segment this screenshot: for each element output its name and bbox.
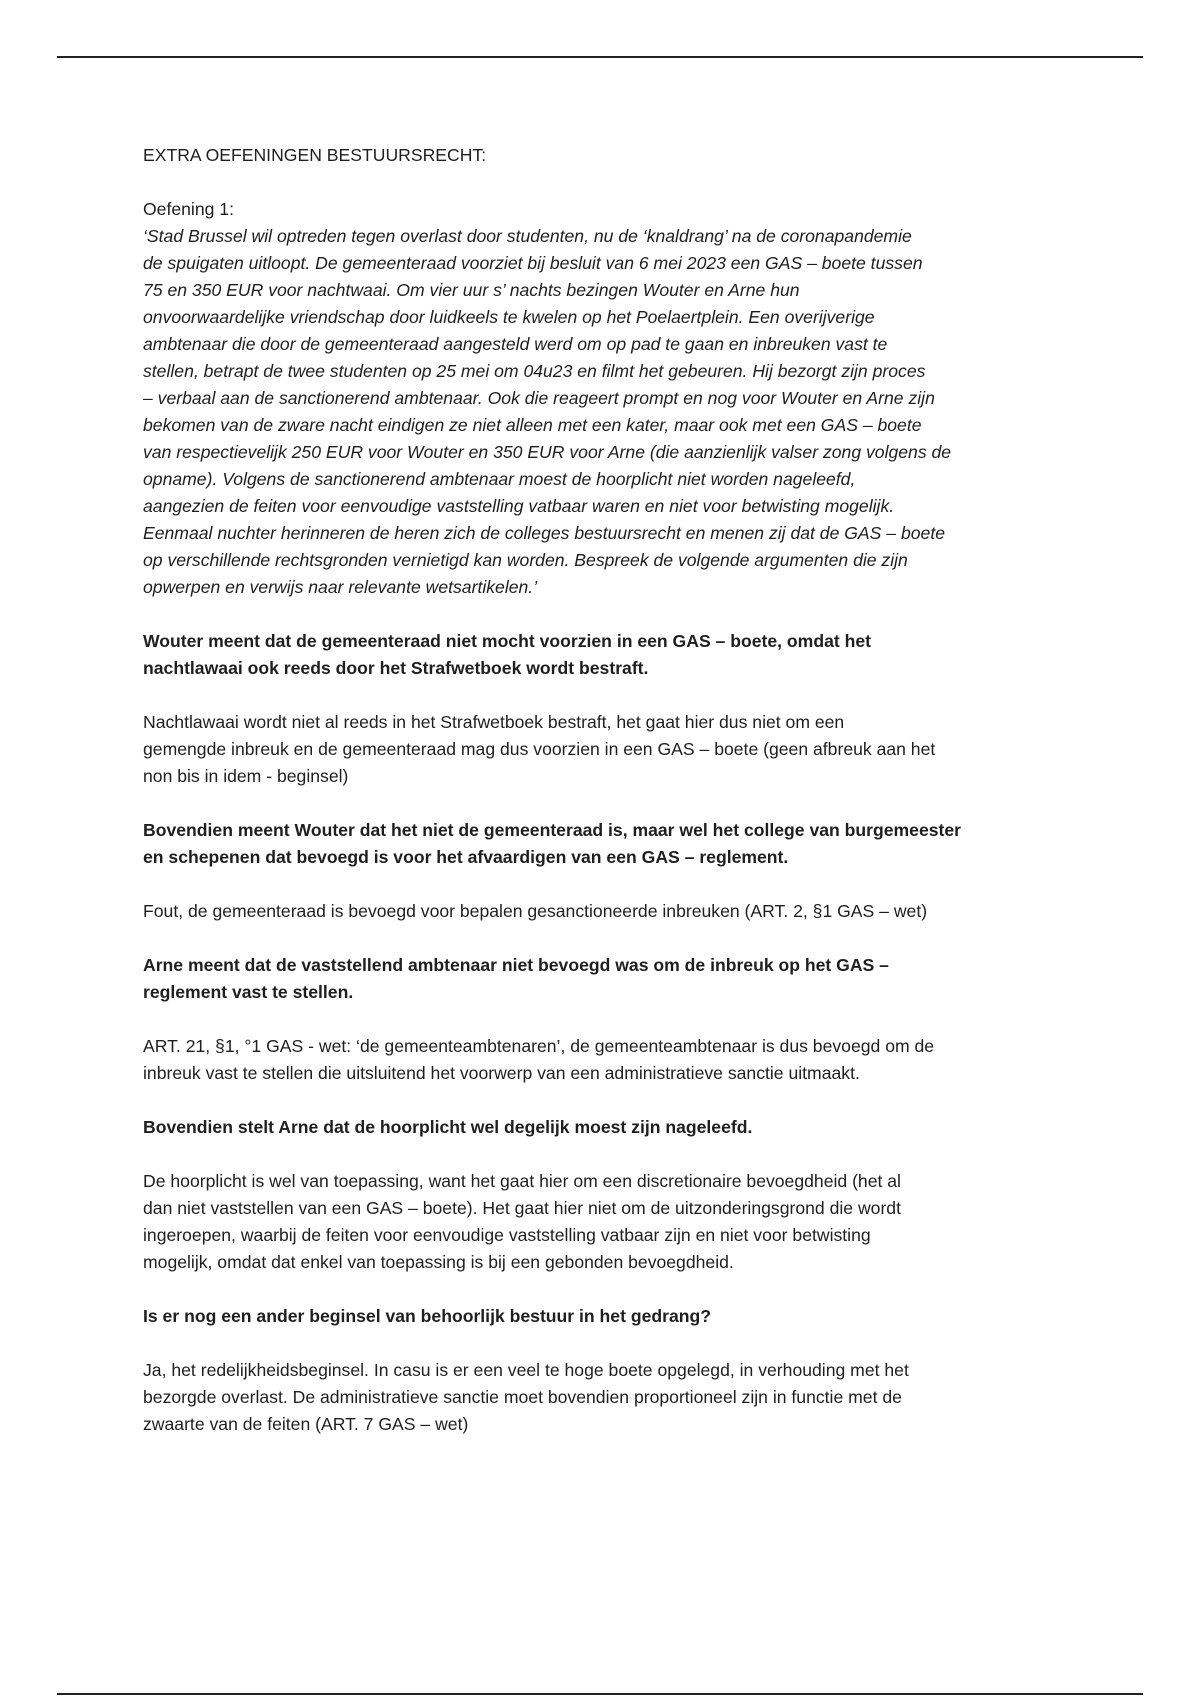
document-title: EXTRA OEFENINGEN BESTUURSRECHT: — [143, 145, 487, 165]
footer-rule — [57, 1693, 1143, 1695]
question-4: Bovendien stelt Arne dat de hoorplicht wel degelijk moest zijn nageleefd. — [143, 1117, 753, 1137]
question-3: Arne meent dat de vaststellend ambtenaar niet bevoegd was om de inbreuk op het GAS – reglement vast te stellen. — [143, 955, 889, 1002]
question-5: Is er nog een ander beginsel van behoorlijk bestuur in het gedrang? — [143, 1306, 711, 1326]
answer-5: Ja, het redelijkheidsbeginsel. In casu is er een veel te hoge boete opgelegd, in verhouding met het bezorgde overlast. De administratieve sanctie moet bovendien proportioneel zijn in functie met de zwaarte van de feiten (ART. 7 GAS – wet) — [143, 1360, 909, 1434]
answer-2: Fout, de gemeenteraad is bevoegd voor bepalen gesanctioneerde inbreuken (ART. 2, §1 GAS – wet) — [143, 901, 928, 921]
case-description: ‘Stad Brussel wil optreden tegen overlast door studenten, nu de ‘knaldrang’ na de coronapandemie de spuigaten uitloopt. De gemeenteraad voorziet bij besluit van 6 mei 2023 een GAS – boete tussen 75 en 350 EUR voor nachtwaai. Om vier uur s’ nachts bezingen Wouter en Arne hun onvoorwaardelijke vriendschap door luidkeels te kwelen op het Poelaertplein. Een overijverige ambtenaar die door de gemeenteraad aangesteld werd om op pad te gaan en inbreuken vast te stellen, betrapt de twee studenten op 25 mei om 04u23 en filmt het gebeuren. Hij bezorgt zijn proces – verbaal aan de sanctionerend ambtenaar. Ook die reageert prompt en nog voor Wouter en Arne zijn bekomen van de zware nacht eindigen ze niet alleen met een kater, maar ook met een GAS – boete van respectievelijk 250 EUR voor Wouter en 350 EUR voor Arne (die aanzienlijk valser zong volgens de opname). Volgens de sanctionerend ambtenaar moest de hoorplicht niet worden nageleefd, aangezien de feiten voor eenvoudige vaststelling vatbaar waren en niet voor betwisting mogelijk. Eenmaal nuchter herinneren de heren zich de colleges bestuursrecht en menen zij dat de GAS – boete op verschillende rechtsgronden vernietigd kan worden. Bespreek de volgende argumenten die zijn opwerpen en verwijs naar relevante wetsartikelen.’ — [143, 226, 952, 597]
answer-4: De hoorplicht is wel van toepassing, want het gaat hier om een discretionaire bevoegdheid (het al dan niet vaststellen van een GAS – boete). Het gaat hier niet om de uitzonderingsgrond die wordt ingeroepen, waarbij de feiten voor eenvoudige vaststelling vatbaar zijn en niet voor betwisting mogelijk, omdat dat enkel van toepassing is bij een gebonden bevoegdheid. — [143, 1171, 901, 1272]
answer-1: Nachtlawaai wordt niet al reeds in het Strafwetboek bestraft, het gaat hier dus niet om een gemengde inbreuk en de gemeenteraad mag dus voorzien in een GAS – boete (geen afbreuk aan het non bis in idem - beginsel) — [143, 712, 936, 786]
exercise-label: Oefening 1: — [143, 199, 234, 219]
answer-3: ART. 21, §1, °1 GAS - wet: ‘de gemeenteambtenaren’, de gemeenteambtenaar is dus bevoegd om de inbreuk vast te stellen die uitsluitend het voorwerp van een administratieve sanctie uitmaakt. — [143, 1036, 935, 1083]
document-body — [143, 142, 1063, 1438]
question-1: Wouter meent dat de gemeenteraad niet mocht voorzien in een GAS – boete, omdat het nachtlawaai ook reeds door het Strafwetboek wordt bestraft. — [143, 631, 871, 678]
header-rule — [57, 56, 1143, 58]
question-2: Bovendien meent Wouter dat het niet de gemeenteraad is, maar wel het college van burgemeester en schepenen dat bevoegd is voor het afvaardigen van een GAS – reglement. — [143, 820, 962, 867]
